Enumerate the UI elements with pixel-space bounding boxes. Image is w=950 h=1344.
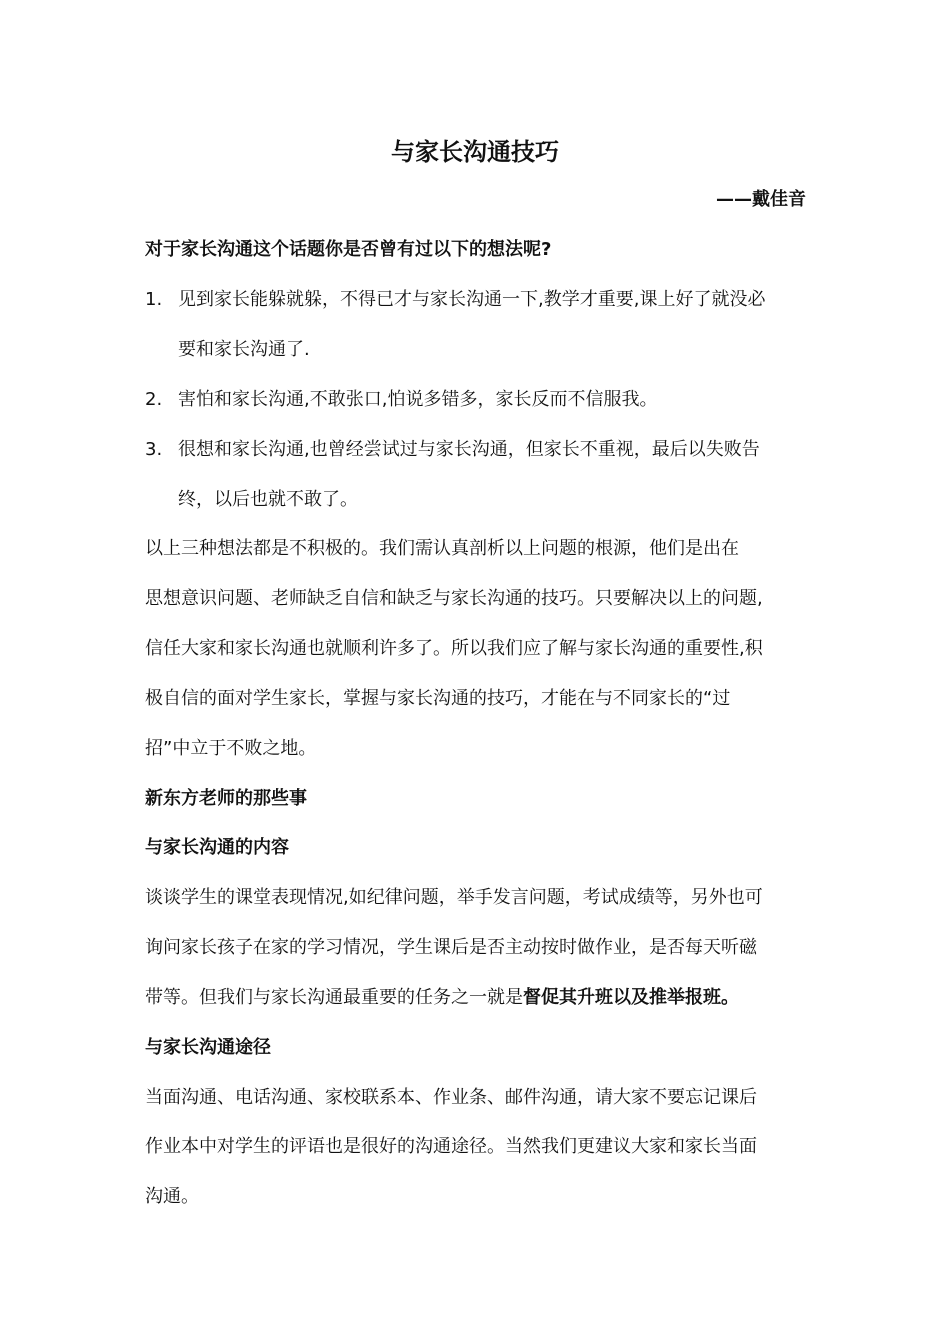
paragraph-line: 极自信的面对学生家长，掌握与家长沟通的技巧，才能在与不同家长的“过 [145, 688, 731, 709]
paragraph-line: 招”中立于不败之地。 [145, 738, 317, 759]
paragraph-line: 以上三种想法都是不积极的。我们需认真剖析以上问题的根源，他们是出在 [145, 538, 739, 559]
section-heading-content: 与家长沟通的内容 [145, 837, 289, 858]
question-heading: 对于家长沟通这个话题你是否曾有过以下的想法呢? [145, 239, 552, 260]
author-signature: ——戴佳音 [716, 189, 806, 210]
section-heading-story: 新东方老师的那些事 [145, 788, 307, 809]
paragraph-line: 谈谈学生的课堂表现情况,如纪律问题，举手发言问题，考试成绩等，另外也可 [145, 887, 763, 908]
paragraph-line: 询问家长孩子在家的学习情况，学生课后是否主动按时做作业，是否每天听磁 [145, 937, 757, 958]
paragraph-line: 当面沟通、电话沟通、家校联系本、作业条、邮件沟通，请大家不要忘记课后 [145, 1087, 757, 1108]
list-item-number: 3. [145, 439, 163, 460]
paragraph-text: 带等。但我们与家长沟通最重要的任务之一就是 [145, 987, 523, 1008]
section-heading-channel: 与家长沟通途径 [145, 1037, 271, 1058]
list-item-number: 2. [145, 389, 163, 410]
list-item-text: 见到家长能躲就躲，不得已才与家长沟通一下,教学才重要,课上好了就没必 [178, 289, 766, 310]
list-item-text: 害怕和家长沟通,不敢张口,怕说多错多，家长反而不信服我。 [178, 389, 658, 410]
paragraph-line: 信任大家和家长沟通也就顺利许多了。所以我们应了解与家长沟通的重要性,积 [145, 638, 763, 659]
list-item-text-continued: 要和家长沟通了. [178, 339, 310, 360]
paragraph-line: 思想意识问题、老师缺乏自信和缺乏与家长沟通的技巧。只要解决以上的问题, [145, 588, 763, 609]
paragraph-line: 作业本中对学生的评语也是很好的沟通途径。当然我们更建议大家和家长当面 [145, 1136, 757, 1157]
list-item-text: 很想和家长沟通,也曾经尝试过与家长沟通，但家长不重视，最后以失败告 [178, 439, 760, 460]
paragraph-line [145, 986, 739, 1010]
paragraph-line: 沟通。 [145, 1186, 199, 1207]
document-title: 与家长沟通技巧 [391, 138, 559, 166]
list-item-number: 1. [145, 289, 163, 310]
emphasized-text: 督促其升班以及推举报班。 [523, 987, 739, 1008]
list-item-text-continued: 终，以后也就不敢了。 [178, 489, 358, 510]
